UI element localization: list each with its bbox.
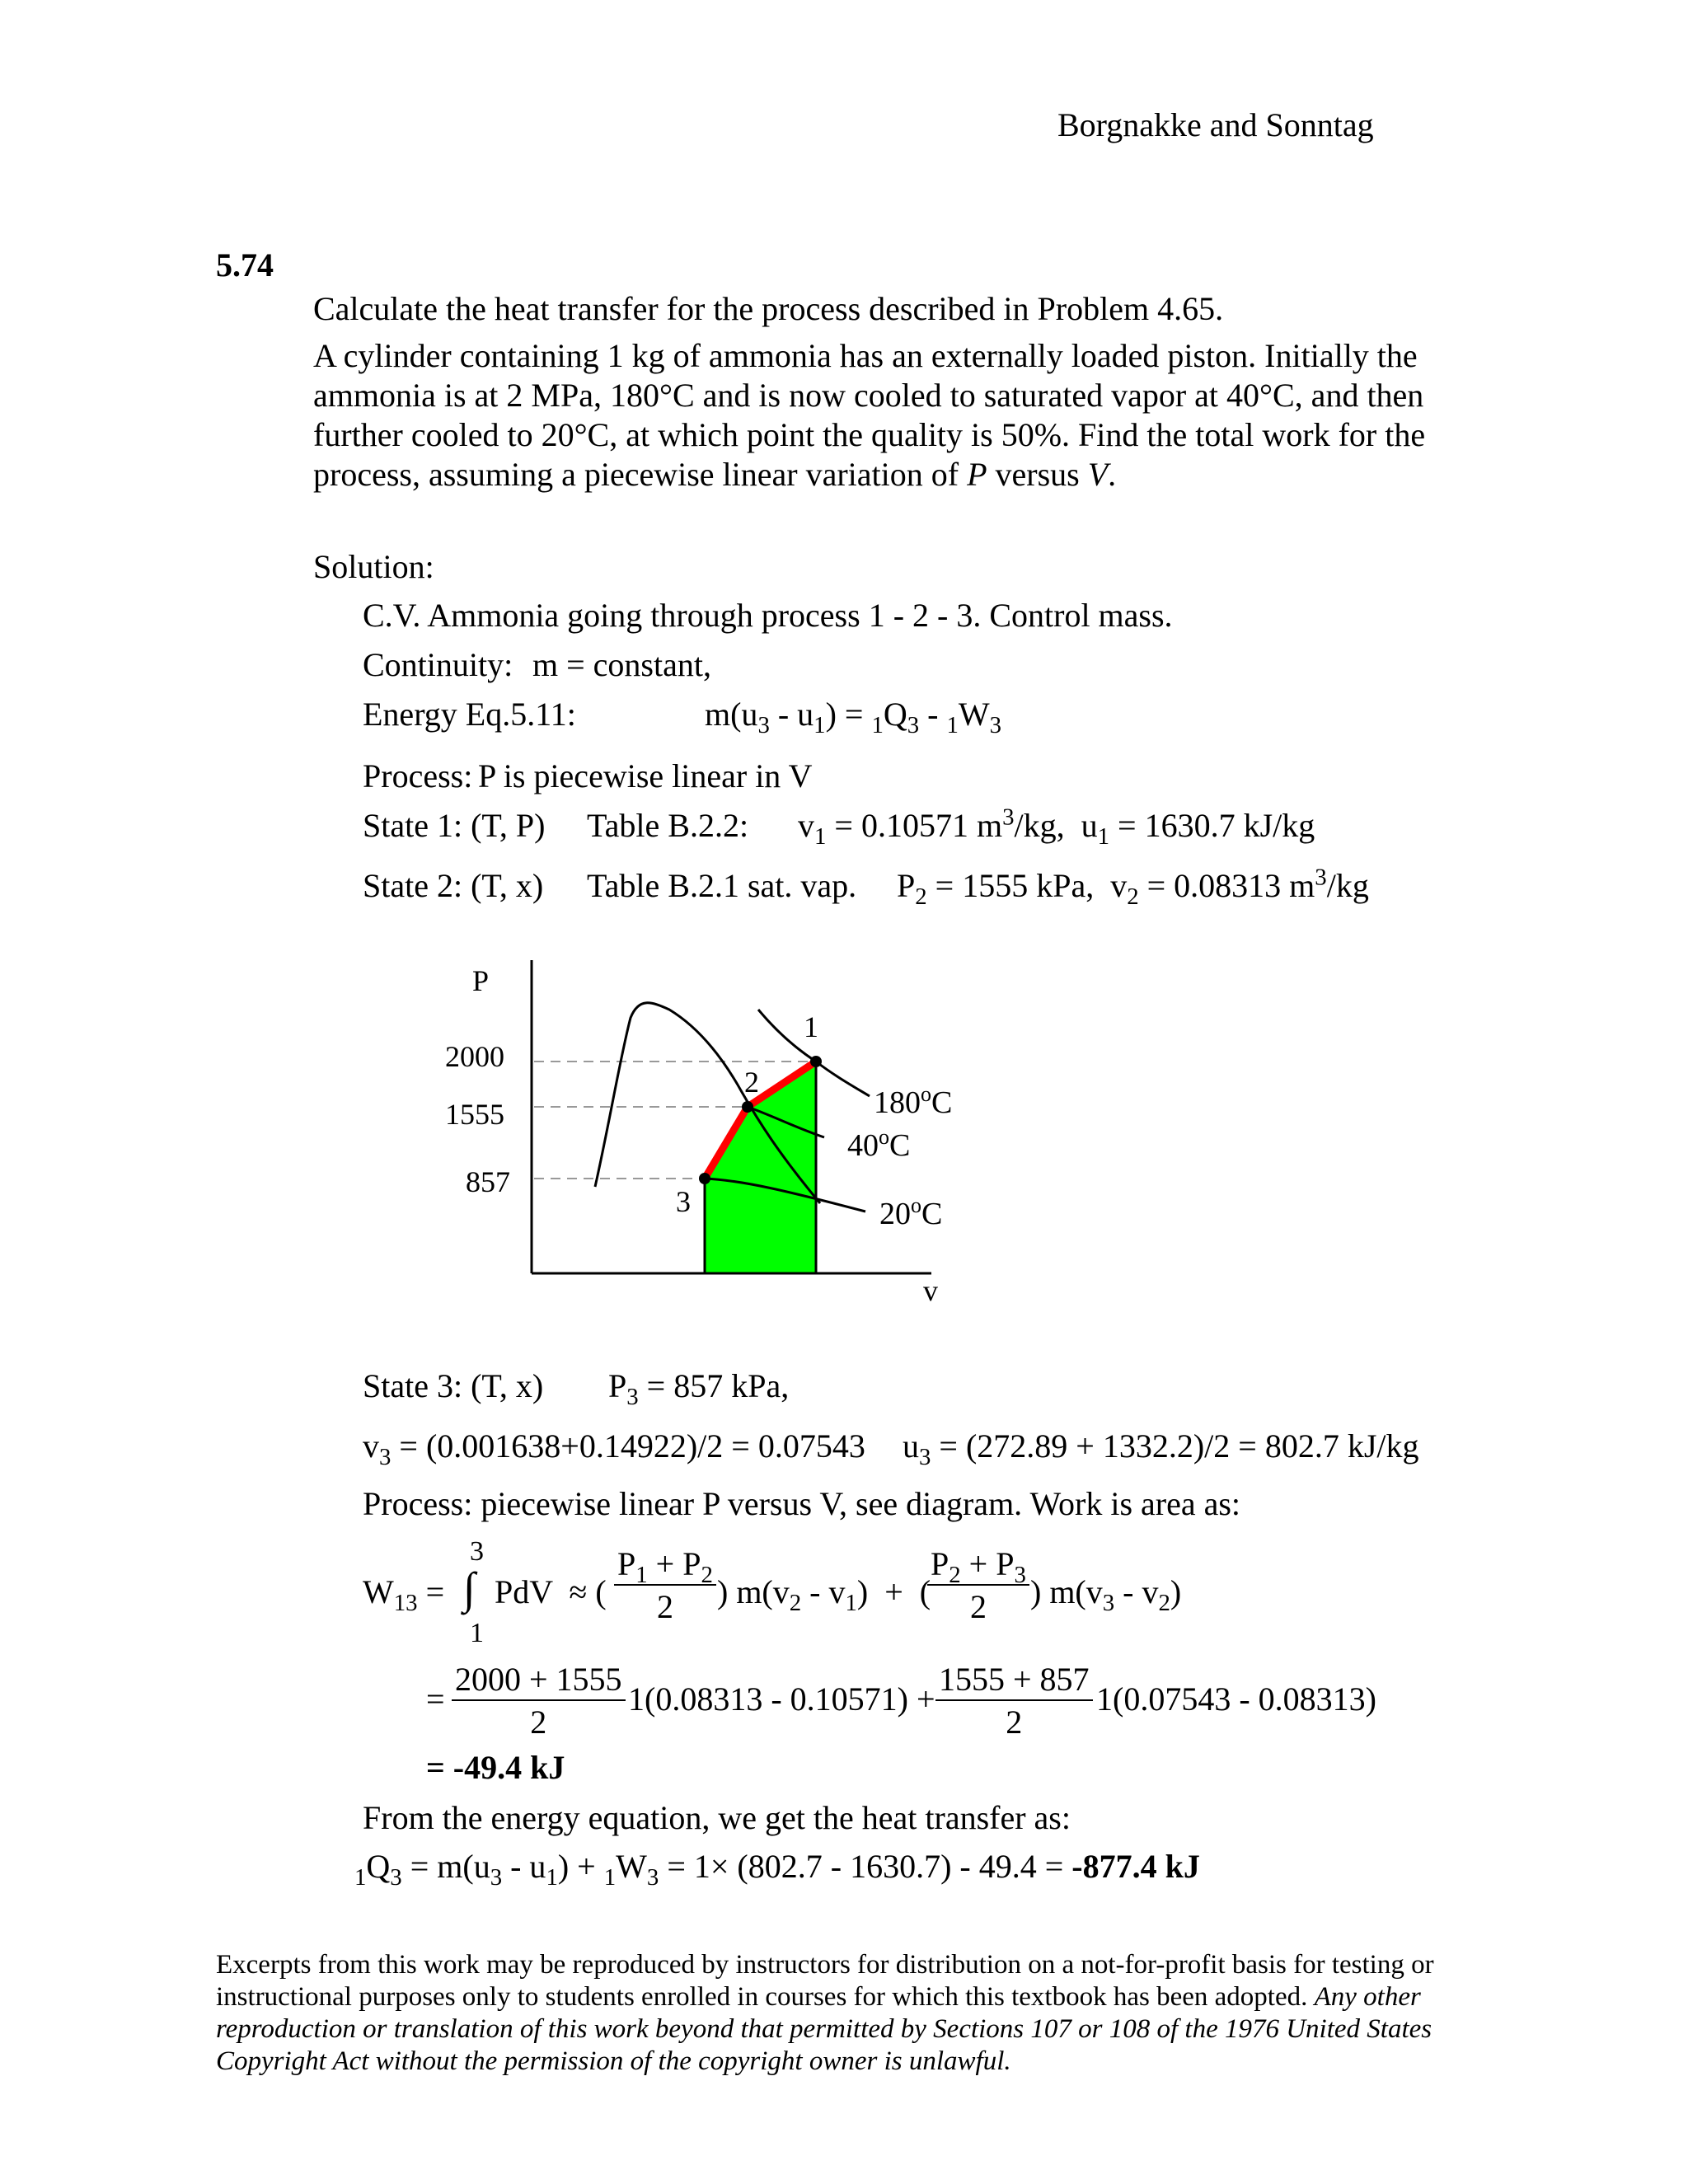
continuity-label: Continuity: bbox=[363, 646, 513, 683]
state1-table: Table B.2.2: bbox=[587, 807, 749, 844]
state2-label: State 2: (T, x) bbox=[363, 867, 544, 904]
state3-energy: $u_3 = (272.89 + 1332.2)/2 = 802.7$ kJ/kg bbox=[903, 1427, 1419, 1470]
tick-1555: 1555 bbox=[445, 1098, 504, 1131]
work-equals: = bbox=[426, 1680, 445, 1718]
work-result: = -49.4 kJ bbox=[426, 1749, 565, 1786]
work-fraction-2: $\frac{1555 + 857}{2}$ bbox=[935, 1663, 1093, 1739]
tick-2000: 2000 bbox=[445, 1040, 504, 1073]
process-label: Process: bbox=[363, 757, 473, 794]
state3-volume: $v_3 = (0.001638+0.14922)/2 = 0.07543$ bbox=[363, 1427, 865, 1470]
integral-pdv: PdV ≈ ( bbox=[495, 1573, 607, 1610]
integral-upper: 3 bbox=[470, 1536, 484, 1567]
process-text: P is piecewise linear in V bbox=[478, 757, 813, 794]
from-energy-text: From the energy equation, we get the heat transfer as: bbox=[363, 1799, 1071, 1836]
state2-values: $P_2 = 1555$ kPa, $v_2 = 0.08313$ $m^3/kg$ bbox=[897, 864, 1369, 910]
heat-transfer-eq: $_1Q_3 = m(u_3 - u_1) + _1W_3 = 1\times (802.7 - 1630.7) - 49.4 = -877.4$ kJ bbox=[354, 1848, 1200, 1891]
work-lhs: $W_{13}$ = bbox=[363, 1573, 445, 1616]
process2-text: Process: piecewise linear P versus V, see diagram. Work is area as: bbox=[363, 1485, 1241, 1522]
work-mid: 1(0.08313 - 0.10571) + bbox=[628, 1680, 935, 1718]
energy-eq: $m(u_3 - u_1) = _1Q_3 - _1W_3$ bbox=[705, 696, 1002, 738]
control-volume: C.V. Ammonia going through process 1 - 2 - 3. Control mass. bbox=[363, 597, 1173, 634]
statement-line-1: Calculate the heat transfer for the process described in Problem 4.65. bbox=[313, 290, 1224, 327]
copyright-footer: Excerpts from this work may be reproduced by instructors for distribution on a not-for-profit basis for testing or instructional purposes only to students enrolled in courses for which this textbook has been adopted. Any other reproduction or translation of this work beyond that permitted by Sections 107 or 108 of the 1976 United States Copyright Act without the permission of the copyright owner is unlawful. bbox=[216, 1950, 1434, 2076]
statement-line-3: ammonia is at 2 MPa, 180°C and is now cooled to saturated vapor at 40°C, and then bbox=[313, 377, 1424, 414]
tick-857: 857 bbox=[466, 1165, 510, 1198]
state1-label: State 1: (T, P) bbox=[363, 807, 546, 844]
statement-line-5: process, assuming a piecewise linear variation of P versus V. bbox=[313, 456, 1117, 493]
energy-label: Energy Eq.5.11: bbox=[363, 696, 576, 733]
state-point-1 bbox=[810, 1056, 822, 1067]
point-label-3: 3 bbox=[676, 1185, 691, 1218]
isotherm-label-40: 40$^o$C bbox=[847, 1125, 911, 1163]
work-fraction-1: $\frac{2000 + 1555}{2}$ bbox=[452, 1663, 626, 1739]
state-point-3 bbox=[699, 1173, 710, 1184]
state3-label: State 3: (T, x) bbox=[363, 1367, 544, 1404]
integral-lower: 1 bbox=[470, 1618, 484, 1648]
v-axis-label: v bbox=[923, 1274, 938, 1307]
point-label-1: 1 bbox=[804, 1010, 818, 1043]
p-axis-label: P bbox=[472, 964, 490, 997]
state1-values: $v_1 = 0.10571$ $m^3/kg$, $u_1 = 1630.7$ kJ/kg bbox=[798, 804, 1315, 850]
integral-sign: ∫ bbox=[463, 1563, 476, 1613]
header-author: Borgnakke and Sonntag bbox=[1057, 106, 1374, 143]
avg-p12-fraction: $\frac{P_1 + P_2}{2}$ bbox=[614, 1548, 716, 1624]
state-point-2 bbox=[742, 1101, 753, 1113]
work-term-2: ) $m(v_3 - v_2)$ bbox=[1030, 1573, 1182, 1616]
point-label-2: 2 bbox=[744, 1066, 759, 1099]
state3-pressure: $P_3 = 857$ kPa, bbox=[608, 1367, 790, 1410]
problem-number: 5.74 bbox=[216, 246, 274, 284]
solution-heading: Solution: bbox=[313, 548, 434, 585]
statement-line-2: A cylinder containing 1 kg of ammonia has an externally loaded piston. Initially the bbox=[313, 337, 1418, 374]
statement-line-4: further cooled to 20°C, at which point the quality is 50%. Find the total work for the bbox=[313, 416, 1426, 453]
continuity-eq: m = constant, bbox=[532, 646, 711, 683]
work-term-1: ) $m(v_2 - v_1)$ + ( bbox=[717, 1573, 931, 1616]
heat-transfer-result: -877.4 kJ bbox=[1071, 1848, 1200, 1885]
state2-table: Table B.2.1 sat. vap. bbox=[587, 867, 857, 904]
avg-p23-fraction: $\frac{P_2 + P_3}{2}$ bbox=[927, 1548, 1029, 1624]
isotherm-label-20: 20$^o$C bbox=[879, 1193, 943, 1231]
isotherm-label-180: 180$^o$C bbox=[874, 1082, 953, 1120]
work-area bbox=[705, 1062, 816, 1273]
work-end: 1(0.07543 - 0.08313) bbox=[1096, 1680, 1376, 1718]
